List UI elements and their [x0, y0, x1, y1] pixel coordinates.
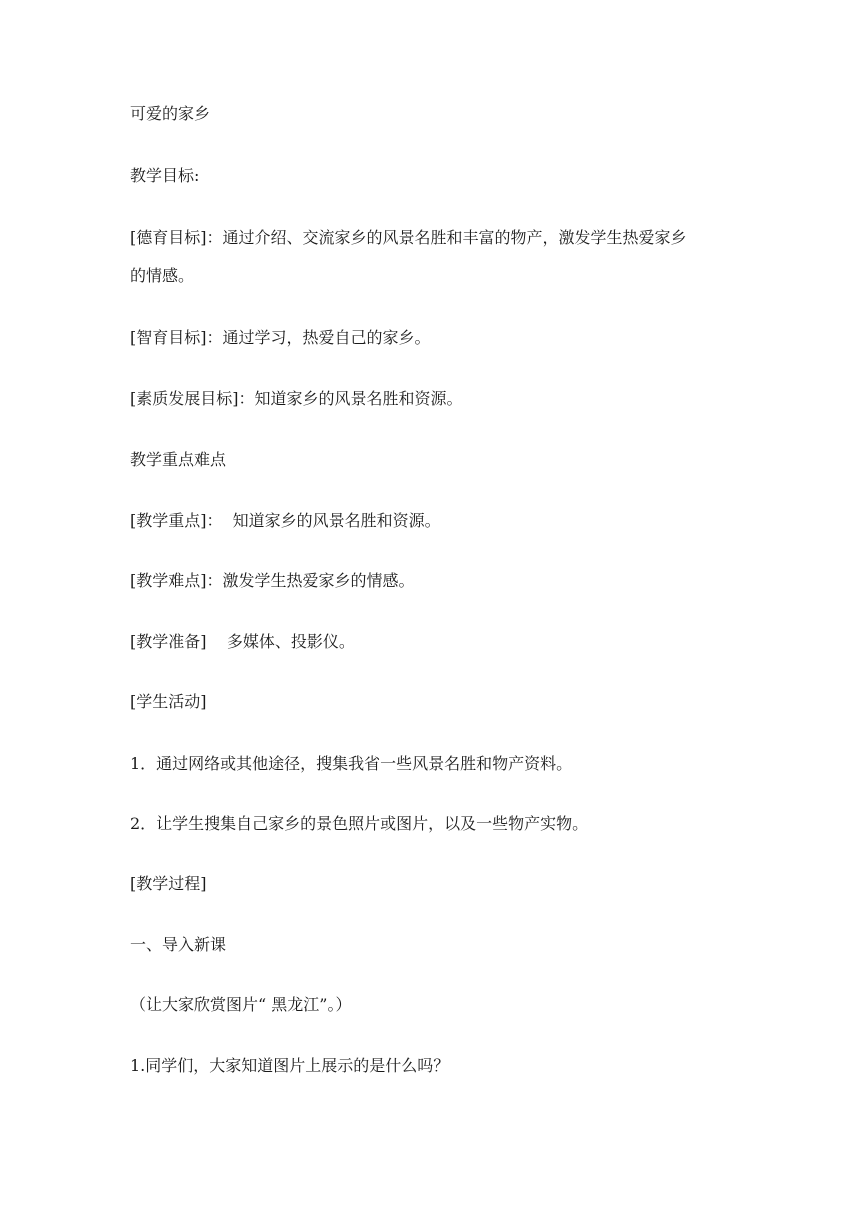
note-1: （让大家欣赏图片“ 黑龙江”。）	[130, 995, 352, 1014]
section-1-heading: 一、导入新课	[130, 935, 227, 954]
key-point: [教学重点]： 知道家乡的风景名胜和资源。	[130, 511, 441, 530]
student-activity-heading: [学生活动]	[130, 692, 207, 711]
difficult-point: [教学难点]：激发学生热爱家乡的情感。	[130, 571, 415, 590]
activity-1: 1．通过网络或其他途径，搜集我省一些风景名胜和物产资料。	[130, 754, 573, 773]
process-heading: [教学过程]	[130, 874, 207, 893]
moral-goal-line-1: [德育目标]：通过介绍、交流家乡的风景名胜和丰富的物产，激发学生热爱家乡	[130, 228, 687, 247]
document-title: 可爱的家乡	[130, 104, 211, 123]
moral-goal-line-2: 的情感。	[130, 266, 195, 285]
quality-goal: [素质发展目标]：知道家乡的风景名胜和资源。	[130, 389, 463, 408]
activity-2: 2．让学生搜集自己家乡的景色照片或图片，以及一些物产实物。	[130, 814, 589, 833]
preparation: [教学准备] 多媒体、投影仪。	[130, 632, 355, 651]
key-points-heading: 教学重点难点	[130, 450, 227, 469]
question-1: 1.同学们，大家知道图片上展示的是什么吗？	[130, 1056, 450, 1075]
goals-heading: 教学目标:	[130, 166, 200, 185]
intellectual-goal: [智育目标]：通过学习，热爱自己的家乡。	[130, 328, 431, 347]
